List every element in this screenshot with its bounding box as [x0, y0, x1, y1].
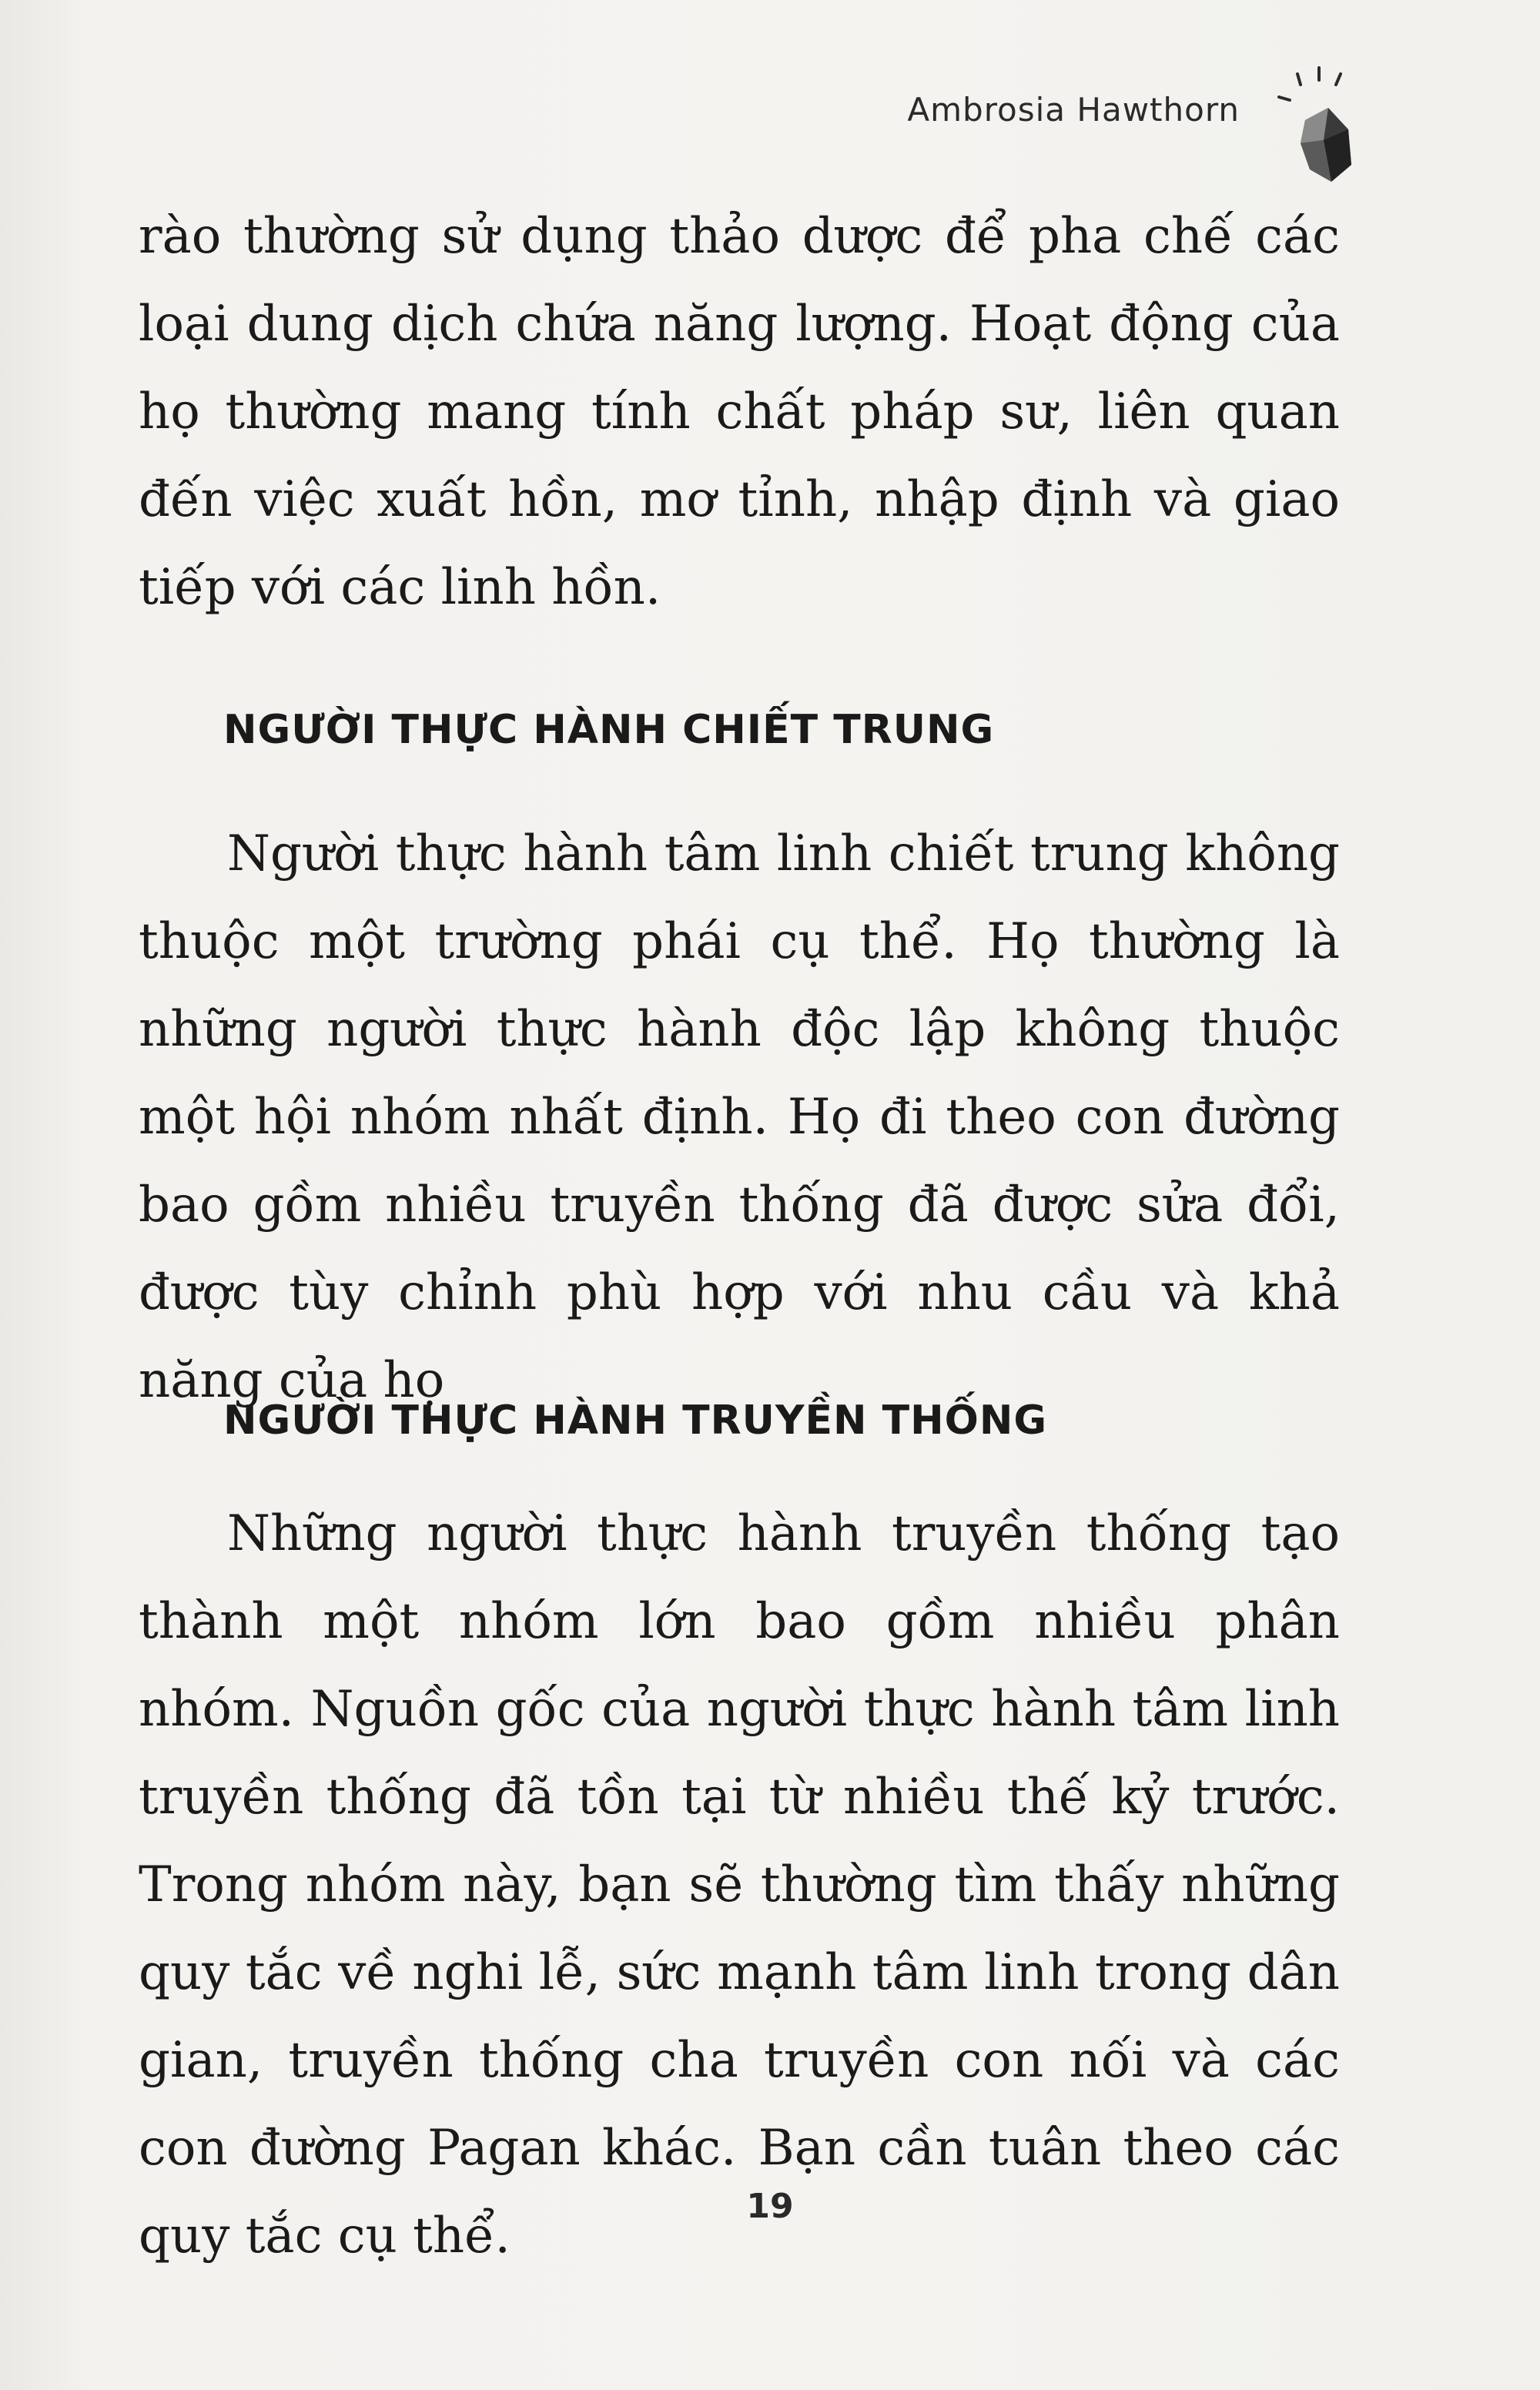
- page-number: 19: [746, 2187, 794, 2226]
- section-heading-traditional: NGƯỜI THỰC HÀNH TRUYỀN THỐNG: [223, 1398, 1048, 1444]
- section-heading-eclectic: NGƯỜI THỰC HÀNH CHIẾT TRUNG: [223, 707, 995, 753]
- paragraph-continuation: rào thường sử dụng thảo dược để pha chế các loại dung dịch chứa năng lượng. Hoạt động của họ thường mang tính chất pháp sư, liên quan đến việc xuất hồn, mơ tỉnh, nhập định và giao tiếp với các linh hồn.: [139, 208, 1340, 616]
- paragraph-eclectic: Người thực hành tâm linh chiết trung không thuộc một trường phái cụ thể. Họ thường là những người thực hành độc lập không thuộc một hội nhóm nhất định. Họ đi theo con đường bao gồm nhiều truyền thống đã được sửa đổi, được tùy chỉnh phù hợp với nhu cầu và khả năng của họ: [139, 825, 1340, 1409]
- crystal-icon: [1274, 66, 1367, 197]
- running-head-author: Ambrosia Hawthorn: [907, 91, 1240, 129]
- paragraph-traditional: Những người thực hành truyền thống tạo thành một nhóm lớn bao gồm nhiều phân nhóm. Nguồn gốc của người thực hành tâm linh truyền thống đã tồn tại từ nhiều thế kỷ trước. Trong nhóm này, bạn sẽ thường tìm thấy những quy tắc về nghi lễ, sức mạnh tâm linh trong dân gian, truyền thống cha truyền con nối và các con đường Pagan khác. Bạn cần tuân theo các quy tắc cụ thể.: [139, 1505, 1340, 2264]
